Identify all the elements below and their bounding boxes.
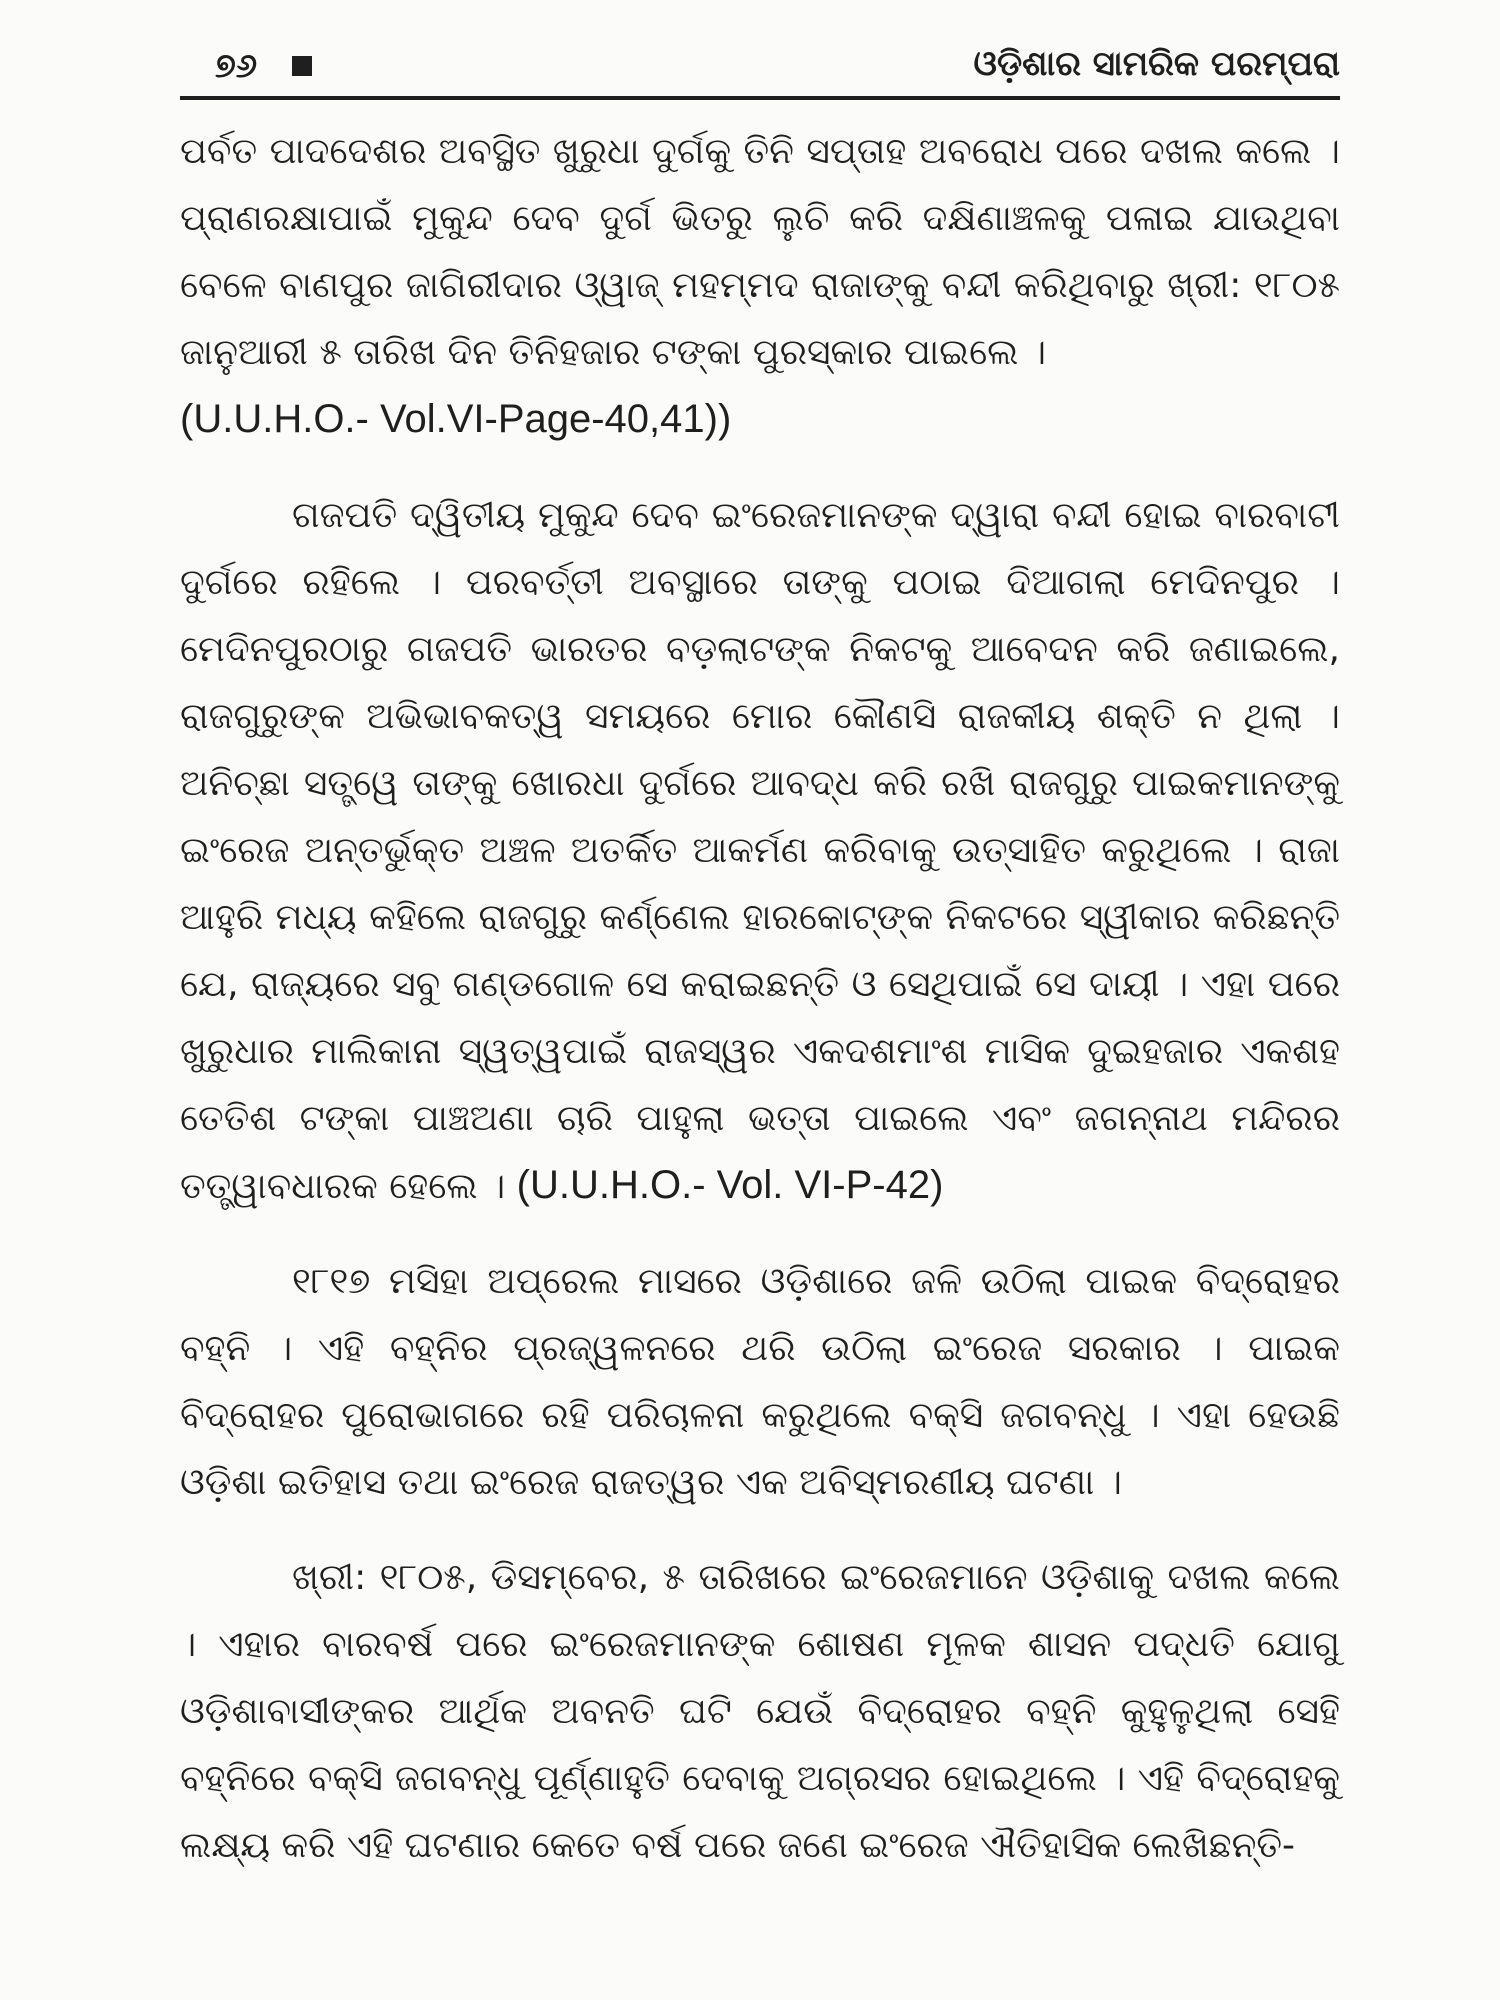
- page-header: [180, 36, 1340, 96]
- book-page: [180, 0, 1340, 2000]
- page-number: ୭୬: [215, 46, 258, 86]
- body-text: [180, 118, 1340, 1893]
- paragraph-text: ଖ୍ରୀ: ୧୮୦୫, ଡିସମ୍ବେର, ୫ ତାରିଖରେ ଇଂରେଜମାନେ ଓଡ଼ିଶାକୁ ଦଖଲ କଲେ । ଏହାର ବାରବର୍ଷ ପରେ ଇଂରେଜମାନଙ୍କ ଶୋଷଣ ମୂଳକ ଶାସନ ପଦ୍ଧତି ଯୋଗୁ ଓଡ଼ିଶାବାସୀଙ୍କର ଆର୍ଥିକ ଅବନତି ଘଟି ଯେଉଁ ବିଦ୍ରୋହର ବହ୍ନି କୁହୁଳୁଥିଲା ସେହି ବହ୍ନିରେ ବକ୍‌ସି ଜଗବନ୍ଧୁ ପୂର୍ଣ୍ଣାହୁତି ଦେବାକୁ ଅଗ୍ରସର ହୋଇଥିଲେ । ଏହି ବିଦ୍ରୋହକୁ ଲକ୍ଷ୍ୟ କରି ଏହି ଘଟଣାର କେତେ ବର୍ଷ ପରେ ଜଣେ ଇଂରେଜ ଐତିହାସିକ ଲେଖିଛନ୍ତି-: [180, 1557, 1340, 1866]
- citation: (U.U.H.O.- Vol.VI-Page-40,41)): [180, 397, 732, 441]
- paragraph: [180, 1248, 1340, 1516]
- running-title: ଓଡ଼ିଶାର ସାମରିକ ପରମ୍ପରା: [973, 44, 1340, 84]
- paragraph: [180, 482, 1340, 1220]
- citation: (U.U.H.O.- Vol. VI-P-42): [516, 1163, 944, 1207]
- square-bullet-icon: [292, 56, 312, 76]
- paragraph-text: ପର୍ବତ ପାଦଦେଶର ଅବସ୍ଥିତ ଖୁରୁଧା ଦୁର୍ଗକୁ ତିନି ସପ୍ତାହ ଅବରୋଧ ପରେ ଦଖଲ କଲେ । ପ୍ରାଣରକ୍ଷାପାଇଁ ମୁକୁନ୍ଦ ଦେବ ଦୁର୍ଗ ଭିତରୁ ଲୁଚି କରି ଦକ୍ଷିଣାଞ୍ଚଳକୁ ପଳାଇ ଯାଉଥିବା ବେଳେ ବାଣପୁର ଜାଗିରୀଦାର ଓ୍ୱାଜ୍ ମହମ୍ମଦ ରାଜାଙ୍କୁ ବନ୍ଦୀ କରିଥିବାରୁ ଖ୍ରୀ: ୧୮୦୫ ଜାନୁଆରୀ ୫ ତାରିଖ ଦିନ ତିନିହଜାର ଟଙ୍କା ପୁରସ୍କାର ପାଇଲେ ।: [180, 131, 1340, 373]
- header-divider: [180, 96, 1340, 100]
- paragraph-text: ଗଜପତି ଦ୍ୱିତୀୟ ମୁକୁନ୍ଦ ଦେବ ଇଂରେଜମାନଙ୍କ ଦ୍ୱାରା ବନ୍ଦୀ ହୋଇ ବାରବାଟୀ ଦୁର୍ଗରେ ରହିଲେ । ପରବର୍ତ୍ତୀ ଅବସ୍ଥାରେ ତାଙ୍କୁ ପଠାଇ ଦିଆଗଲା ମେଦିନପୁର । ମେଦିନପୁରଠାରୁ ଗଜପତି ଭାରତର ବଡ଼ଲାଟଙ୍କ ନିକଟକୁ ଆବେଦନ କରି ଜଣାଇଲେ, ରାଜଗୁରୁଙ୍କ ଅଭିଭାବକତ୍ୱ ସମୟରେ ମୋର କୌଣସି ରାଜକୀୟ ଶକ୍ତି ନ ଥିଲା । ଅନିଚ୍ଛା ସତ୍ତ୍ୱେ ତାଙ୍କୁ ଖୋରଧା ଦୁର୍ଗରେ ଆବଦ୍ଧ କରି ରଖି ରାଜଗୁରୁ ପାଇକମାନଙ୍କୁ ଇଂରେଜ ଅନ୍ତର୍ଭୁକ୍ତ ଅଞ୍ଚଳ ଅତର୍କିତ ଆକର୍ମଣ କରିବାକୁ ଉତ୍ସାହିତ କରୁଥିଲେ । ରାଜା ଆହୁରି ମଧ୍ୟ କହିଲେ ରାଜଗୁରୁ କର୍ଣ୍ଣେଲ ହାରକୋଟ୍‌ଙ୍କ ନିକଟରେ ସ୍ୱୀକାର କରିଛନ୍ତି ଯେ, ରାଜ୍ୟରେ ସବୁ ଗଣ୍ଡଗୋଳ ସେ କରାଇଛନ୍ତି ଓ ସେଥିପାଇଁ ସେ ଦାୟୀ । ଏହା ପରେ ଖୁରୁଧାର ମାଲିକାନା ସ୍ୱତ୍ୱପାଇଁ ରାଜସ୍ୱର ଏକଦଶମାଂଶ ମାସିକ ଦୁଇହଜାର ଏକଶହ ତେତିଶ ଟଙ୍କା ପାଞ୍ଚଅଣା ଚାରି ପାହୁଲା ଭତ୍ତା ପାଇଲେ ଏବଂ ଜଗନ୍ନାଥ ମନ୍ଦିରର ତତ୍ତ୍ୱାବଧାରକ ହେଲେ ।: [180, 495, 1340, 1207]
- paragraph: [180, 1544, 1340, 1879]
- paragraph: [180, 118, 1340, 454]
- paragraph-text: ୧୮୧୭ ମସିହା ଅପ୍ରେଲ ମାସରେ ଓଡ଼ିଶାରେ ଜଳି ଉଠିଲା ପାଇକ ବିଦ୍ରୋହର ବହ୍ନି । ଏହି ବହ୍ନିର ପ୍ରଜ୍ୱଳନରେ ଥରି ଉଠିଲା ଇଂରେଜ ସରକାର । ପାଇକ ବିଦ୍ରୋହର ପୁରୋଭାଗରେ ରହି ପରିଚାଳନା କରୁଥିଲେ ବକ୍‌ସି ଜଗବନ୍ଧୁ । ଏହା ହେଉଛି ଓଡ଼ିଶା ଇତିହାସ ତଥା ଇଂରେଜ ରାଜତ୍ୱର ଏକ ଅବିସ୍ମରଣୀୟ ଘଟଣା ।: [180, 1261, 1340, 1503]
